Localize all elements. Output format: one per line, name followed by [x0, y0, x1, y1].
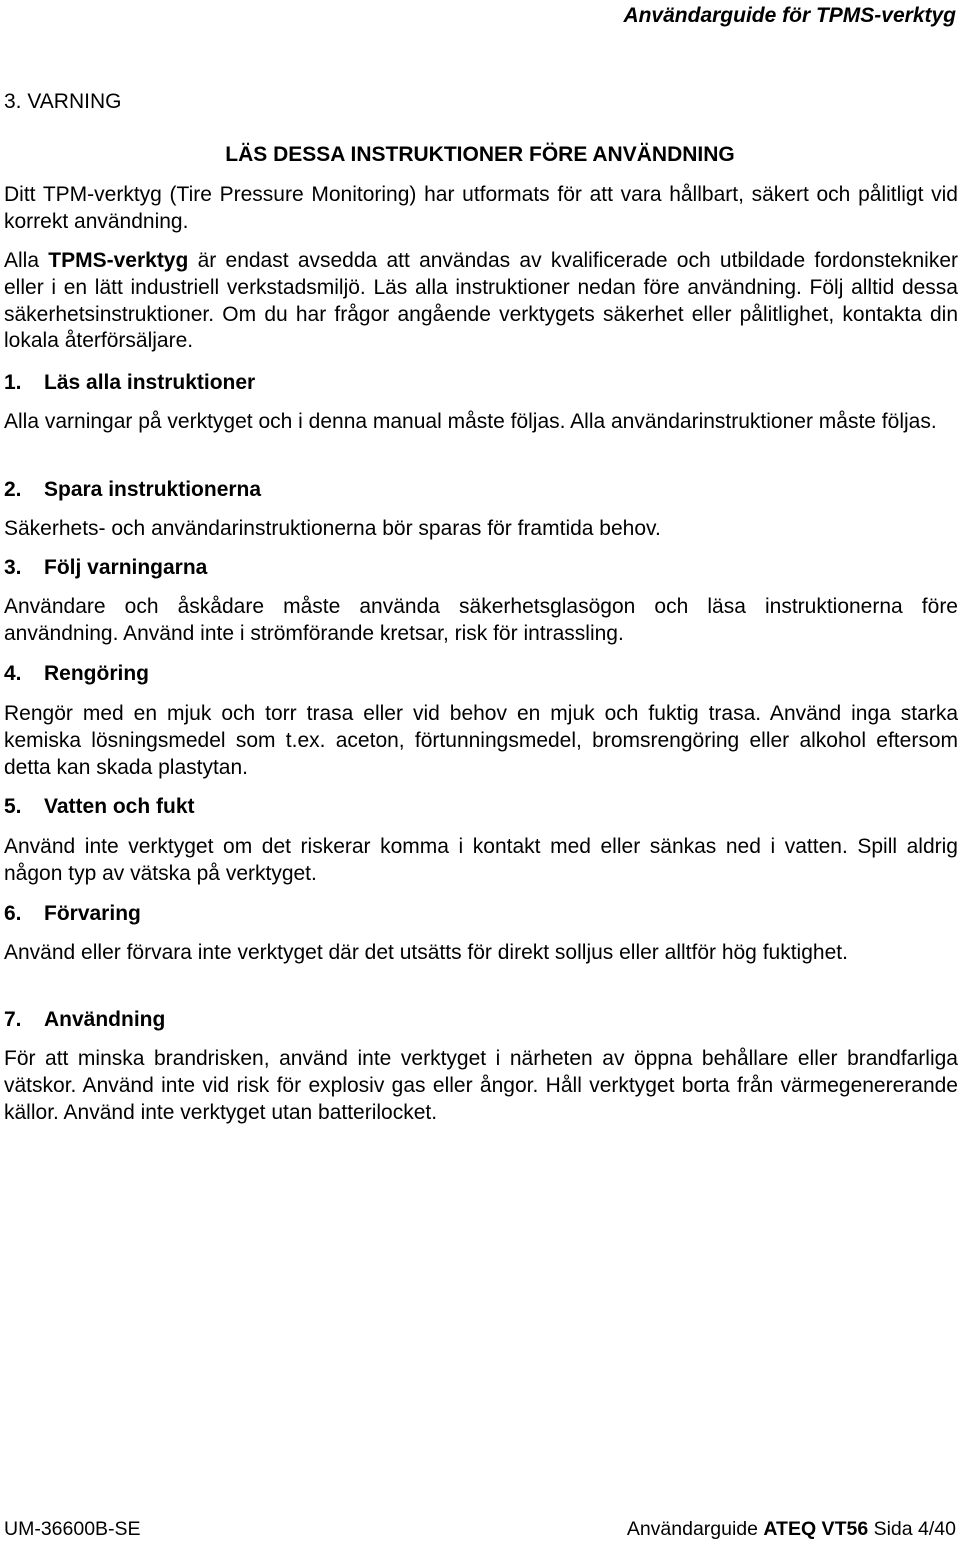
intro-paragraph-2: Alla TPMS-verktyg är endast avsedda att användas av kvalificerade och utbildade fordonstekniker eller i en lätt industriell verkstadsmiljö. Läs alla instruktioner nedan före användning. Följ alltid dessa säkerhetsinstruktioner. Om du har frågor angående verktygets säkerhet eller pålitlighet, kontakta din lokala återförsäljare.	[4, 249, 958, 353]
intro-paragraph-1: Ditt TPM-verktyg (Tire Pressure Monitoring) har utformats för att vara hållbart, säkert och pålitligt vid korrekt användning.	[4, 183, 958, 233]
subsection-text-1: Alla varningar på verktyget och i denna manual måste följas. Alla användarinstruktioner måste följas.	[4, 410, 937, 433]
footer-doc-code: UM-36600B-SE	[4, 1518, 141, 1540]
section-title: 3. VARNING	[4, 90, 122, 113]
subsection-text-6: Använd eller förvara inte verktyget där det utsätts för direkt solljus eller alltför hög fuktighet.	[4, 941, 848, 964]
tpms-verktyg-emphasis: TPMS-verktyg	[48, 249, 189, 272]
subsection-heading-4: 4. Rengöring	[4, 662, 149, 685]
subsection-text-4: Rengör med en mjuk och torr trasa eller vid behov en mjuk och fuktig trasa. Använd inga starka kemiska lösningsmedel som t.ex. aceton, förtunningsmedel, bromsrengöring eller alkohol eftersom detta kan skada plastytan.	[4, 702, 958, 779]
subsection-heading-5: 5. Vatten och fukt	[4, 795, 195, 818]
subsection-heading-2: 2. Spara instruktionerna	[4, 478, 262, 501]
footer-product-name: ATEQ VT56	[763, 1518, 869, 1540]
subsection-text-2: Säkerhets- och användarinstruktionerna bör sparas för framtida behov.	[4, 517, 661, 540]
subsection-heading-3: 3. Följ varningarna	[4, 556, 208, 579]
footer-page-info: Användarguide ATEQ VT56 Sida 4/40	[626, 1518, 956, 1540]
main-heading: LÄS DESSA INSTRUKTIONER FÖRE ANVÄNDNING	[225, 143, 735, 166]
subsection-text-7: För att minska brandrisken, använd inte verktyget i närheten av öppna behållare eller brandfarliga vätskor. Använd inte vid risk för explosiv gas eller ångor. Håll verktyget borta från värmegenererande källor. Använd inte verktyget utan batterilocket.	[4, 1047, 958, 1124]
subsection-heading-7: 7. Användning	[4, 1008, 166, 1031]
subsection-text-5: Använd inte verktyget om det riskerar komma i kontakt med eller sänkas ned i vatten. Spill aldrig någon typ av vätska på verktyget.	[4, 835, 958, 885]
running-header: Användarguide för TPMS-verktyg	[623, 4, 956, 27]
subsection-heading-1: 1. Läs alla instruktioner	[4, 371, 256, 394]
subsection-text-3: Användare och åskådare måste använda säkerhetsglasögon och läsa instruktionerna före användning. Använd inte i strömförande kretsar, risk för intrassling.	[4, 595, 958, 645]
subsection-heading-6: 6. Förvaring	[4, 902, 141, 925]
